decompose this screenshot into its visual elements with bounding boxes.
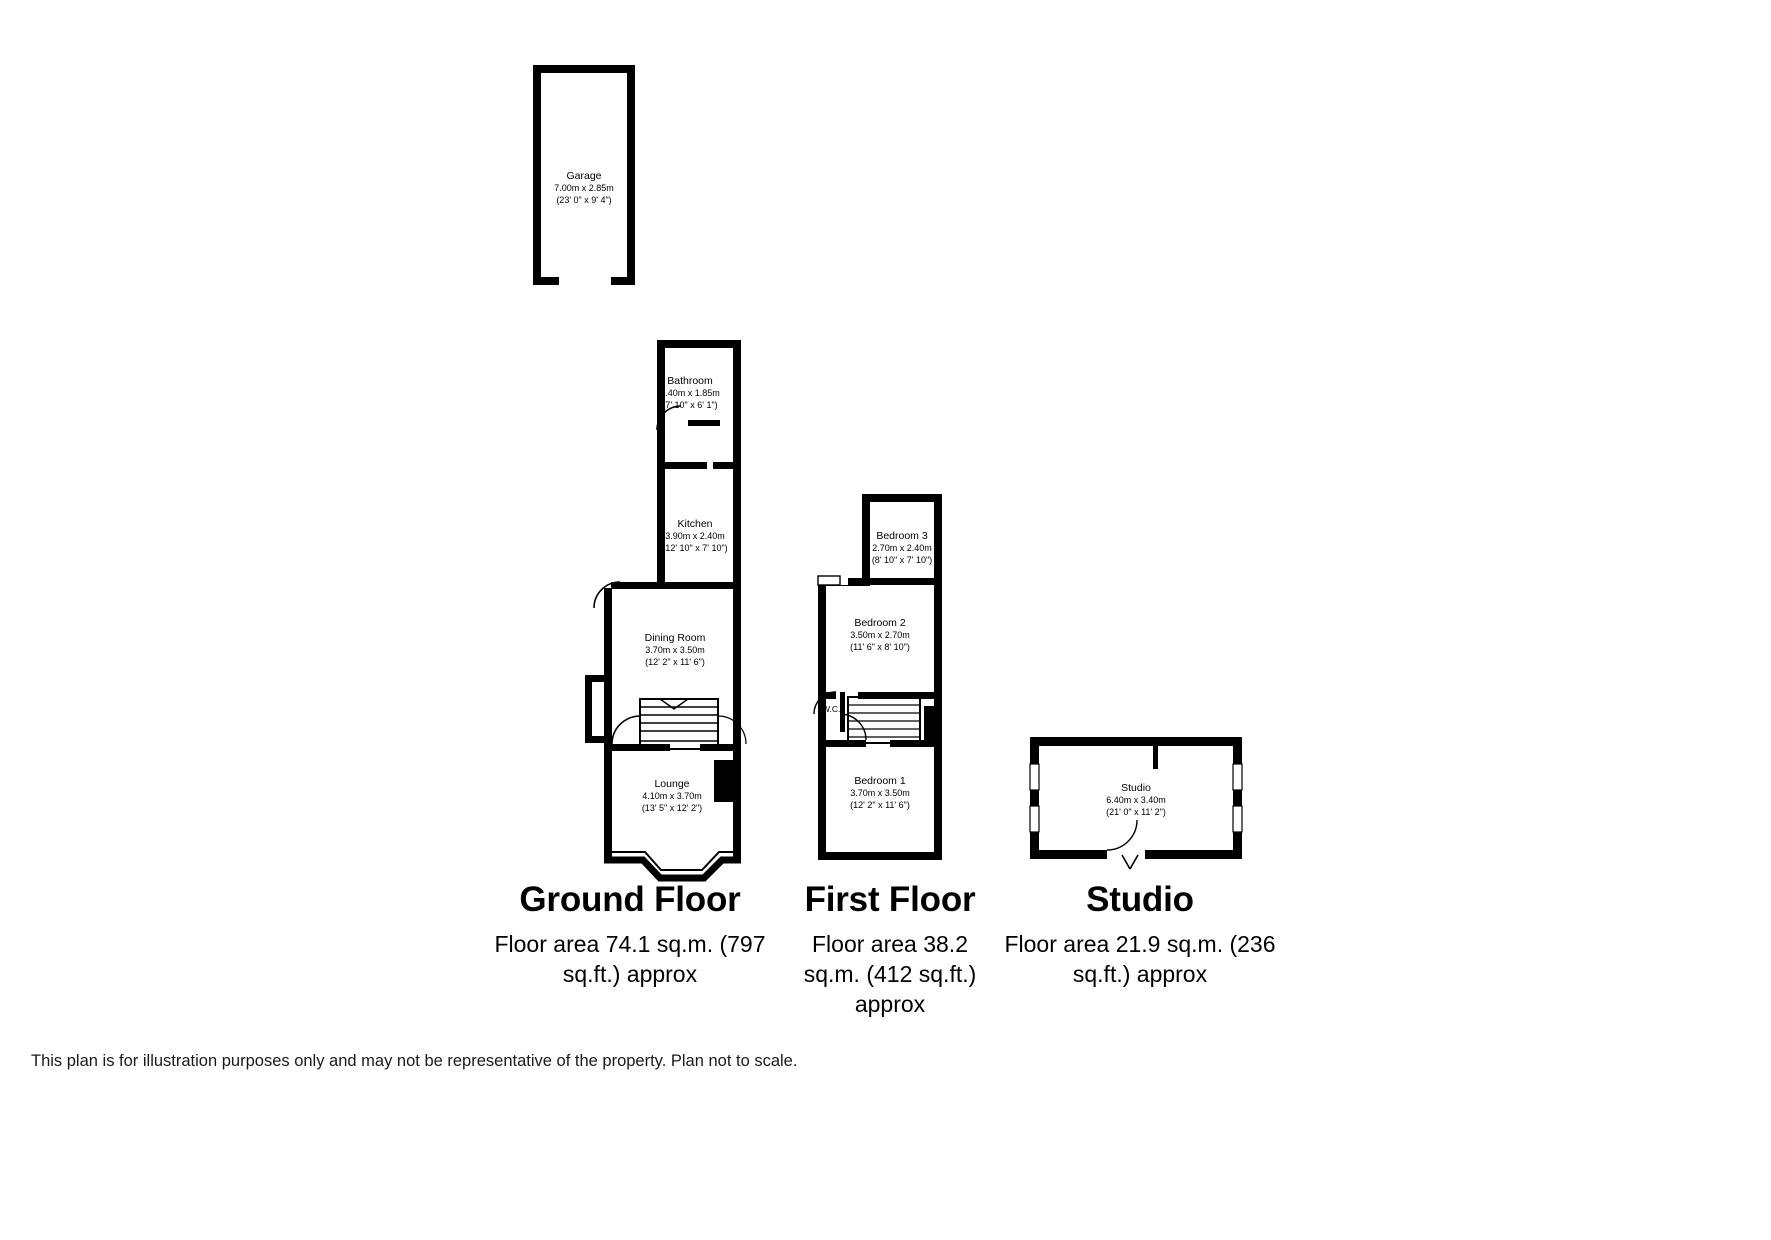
room-name-bedroom-2: Bedroom 2 [854, 617, 906, 629]
room-dim-imperial-bedroom-3: (8' 10" x 7' 10") [871, 554, 933, 565]
floor-block-ground-floor [470, 880, 790, 990]
room-name-lounge: Lounge [654, 778, 690, 790]
room-name-garage: Garage [566, 170, 602, 182]
room-name-bedroom-3: Bedroom 3 [876, 530, 928, 542]
stairs-ground [640, 699, 718, 749]
room-dim-imperial-garage: (23' 0" x 9' 4") [556, 194, 612, 205]
stairs-first [848, 697, 920, 743]
room-dim-bedroom-2: 3.50m x 2.70m [850, 630, 910, 641]
floor-area-studio: Floor area 21.9 sq.m. (236 sq.ft.) approx [1004, 931, 1276, 988]
room-label-dining-room [610, 632, 740, 668]
floor-area-first-floor: Floor area 38.2 sq.m. (412 sq.ft.) approx [803, 931, 977, 1018]
room-label-studio [1076, 782, 1196, 818]
room-name-studio: Studio [1121, 782, 1151, 794]
room-label-bedroom-1 [820, 775, 940, 811]
room-dim-imperial-bathroom: (7' 10" x 6' 1") [662, 399, 718, 410]
room-label-bedroom-2 [820, 617, 940, 653]
room-dim-imperial-dining-room: (12' 2" x 11' 6") [645, 656, 705, 667]
room-name-bathroom: Bathroom [667, 375, 713, 387]
room-dim-imperial-bedroom-2: (11' 6" x 8' 10") [850, 641, 910, 652]
room-dim-dining-room: 3.70m x 3.50m [645, 645, 705, 656]
room-dim-imperial-lounge: (13' 5" x 12' 2") [641, 802, 703, 813]
room-dim-lounge: 4.10m x 3.70m [642, 791, 702, 802]
floor-title-studio: Studio [1086, 880, 1194, 919]
room-dim-bedroom-1: 3.70m x 3.50m [850, 788, 910, 799]
room-dim-imperial-kitchen: (12' 10" x 7' 10") [662, 542, 728, 553]
room-dim-bedroom-3: 2.70m x 2.40m [872, 543, 932, 554]
room-label-kitchen [635, 518, 755, 554]
floor-title-first-floor: First Floor [804, 880, 976, 919]
room-dim-kitchen: 3.90m x 2.40m [665, 531, 725, 542]
room-name-dining-room: Dining Room [644, 632, 706, 644]
room-dim-imperial-bedroom-1: (12' 2" x 11' 6") [850, 799, 910, 810]
room-dim-garage: 7.00m x 2.85m [554, 183, 614, 194]
floor-block-first-floor [790, 880, 990, 1020]
bay-window [604, 852, 741, 878]
disclaimer-text: This plan is for illustration purposes only and may not be representative of the property. Plan not to scale. [31, 1052, 798, 1070]
room-label-bedroom-3 [842, 530, 962, 566]
room-label-garage [523, 170, 645, 206]
room-dim-bathroom: 2.40m x 1.85m [660, 388, 720, 399]
room-label-lounge [607, 778, 737, 814]
room-dim-imperial-studio: (21' 0" x 11' 2") [1106, 806, 1166, 817]
room-label-bathroom [630, 375, 750, 411]
room-name-bedroom-1: Bedroom 1 [854, 775, 906, 787]
room-name-kitchen: Kitchen [677, 518, 713, 530]
floor-block-studio [1000, 880, 1280, 990]
room-dim-studio: 6.40m x 3.40m [1106, 795, 1166, 806]
floor-area-ground-floor: Floor area 74.1 sq.m. (797 sq.ft.) approx [494, 931, 766, 988]
floor-title-ground-floor: Ground Floor [519, 880, 741, 919]
room-label-wc: W.C. [822, 704, 841, 714]
